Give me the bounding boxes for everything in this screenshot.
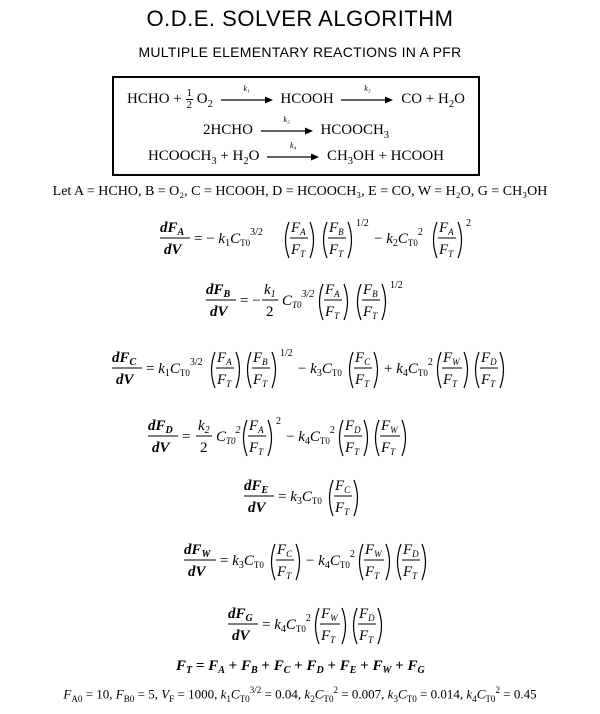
svg-text:+ k4CT02: + $k_4C_{T0}^2$ [384, 357, 433, 379]
reaction-box [112, 76, 480, 176]
svg-text:FT = FA + FB + FC + FD + FE +: $F_T = F_A + F_B + F_C + F_D + F_E + F_W + F_G$ [176, 658, 425, 676]
svg-text:=: = [182, 429, 191, 445]
svg-text:FT: $F_T$ [335, 500, 350, 517]
page-subtitle: MULTIPLE ELEMENTARY REACTIONS IN A PFR [138, 44, 462, 60]
svg-text:FB: $F_B$ [363, 282, 378, 299]
svg-text:= k3CT0: = $k_3C_{T0}$ [278, 489, 322, 507]
svg-text:2: 2 [466, 218, 471, 229]
svg-text:k1: $k_1$ [264, 282, 276, 300]
svg-text:= k1CT03/2: = $k_1C_{T0}^{3/2}$ [146, 357, 203, 379]
param-k1CT0: 0.04 [275, 686, 298, 702]
one-half-fraction: $\frac{1}{2}$ [186, 87, 193, 111]
svg-text:FT: $F_T$ [443, 372, 458, 389]
svg-text:FW: $F_W$ [365, 542, 382, 559]
svg-text:FT: $F_T$ [365, 564, 380, 581]
svg-text:k2: $k_2$ [198, 418, 210, 436]
svg-text:FT: $F_T$ [291, 242, 306, 259]
svg-text:FA: $F_A$ [249, 418, 264, 435]
svg-text:FC: $F_C$ [277, 542, 293, 559]
svg-text:dFA: $dF_A$ [160, 220, 185, 238]
svg-text:= −: = − [240, 293, 261, 309]
svg-text:FW: $F_W$ [321, 606, 338, 623]
svg-text:FT: $F_T$ [363, 304, 378, 321]
reaction-arrow-k3: k₃ [341, 93, 393, 107]
svg-text:dFW: $dF_W$ [184, 542, 211, 560]
svg-text:= k4CT02: = $k_4C_{T0}^2$ [262, 613, 311, 635]
reaction-1-reactant: HCHO + [127, 90, 186, 107]
svg-text:FC: $F_C$ [335, 478, 351, 495]
svg-text:FT: $F_T$ [439, 242, 454, 259]
svg-text:dFE: $dF_E$ [244, 478, 269, 496]
svg-text:− k3CT0: − $k_3C_{T0}$ [298, 361, 342, 379]
svg-text:1/2: 1/2 [390, 280, 403, 291]
svg-text:FT: $F_T$ [481, 372, 496, 389]
svg-text:FD: $F_D$ [359, 606, 375, 623]
equation-dFD-dV [148, 416, 406, 457]
svg-text:CT03/2: $C_{T0}^{3/2}$ [282, 289, 315, 310]
ode-equations [0, 208, 600, 698]
svg-text:FT: $F_T$ [355, 372, 370, 389]
svg-text:FT: $F_T$ [325, 304, 340, 321]
svg-text:dFG: $dF_G$ [228, 606, 253, 624]
equation-FT-sum [175, 658, 426, 676]
svg-text:− k4CT02: − $k_4C_{T0}^2$ [286, 425, 335, 447]
svg-text:1/2: 1/2 [280, 348, 293, 359]
svg-text:FT: $F_T$ [329, 242, 344, 259]
svg-text:FT: $F_T$ [277, 564, 292, 581]
svg-text:dV: dV [210, 304, 228, 320]
reaction-2: 2HCHO k₂ $HCOOCH_3$ [202, 114, 390, 141]
svg-text:= k3CT0: = $k_3C_{T0}$ [220, 553, 264, 571]
equation-dFC-dV [112, 348, 504, 389]
svg-text:FD: $F_D$ [481, 350, 497, 367]
page-title: O.D.E. SOLVER ALGORITHM [146, 6, 454, 31]
param-VF: 1000 [188, 686, 215, 702]
svg-text:FT: $F_T$ [345, 440, 360, 457]
svg-text:FA: $F_A$ [291, 220, 306, 237]
svg-text:FW: $F_W$ [381, 418, 398, 435]
reaction-arrow-k4: k₄ [267, 150, 319, 164]
svg-text:FA: $F_A$ [325, 282, 340, 299]
svg-text:dV: dV [248, 500, 266, 516]
reaction-arrow-k1: k₁ [221, 93, 273, 107]
svg-text:2: 2 [266, 304, 274, 320]
reaction-arrow-k2: k₂ [261, 124, 313, 138]
parameter-values: $F_{A0} = 10$, $F_{B0} = 5$, $V_F = 1000$, $k_1C_{T0}^{3/2} = 0.04$, $k_2C_{T0}^2 = 0.007$, $k_3C_{T0} = 0.014$, $k_4C_{T0}^2 = 0.45$ [63, 685, 537, 704]
reaction-3: $HCOOCH_3 + H_2O$ k₄ $CH_3OH$ + HCOOH [147, 140, 445, 167]
param-k3CT0: 0.014 [430, 686, 460, 702]
svg-text:= − k1CT03/2: = − $k_1C_{T0}^{3/2}$ [194, 227, 263, 249]
reaction-1: HCHO + $\frac{1}{2}$ $O_2$ k₁ HCOOH k₃ CO + $H_2O$ [127, 83, 465, 111]
svg-text:dV: dV [164, 242, 182, 258]
svg-text:dFD: $dF_D$ [148, 418, 173, 436]
svg-text:1/2: 1/2 [356, 218, 369, 229]
svg-text:2: 2 [276, 416, 281, 427]
svg-text:dV: dV [188, 564, 206, 580]
equation-dFW-dV [184, 542, 426, 581]
svg-text:dV: dV [116, 372, 134, 388]
svg-text:FW: $F_W$ [443, 350, 460, 367]
svg-text:FB: $F_B$ [253, 350, 268, 367]
equation-dFG-dV [228, 606, 382, 645]
param-FA0: 10 [96, 686, 110, 702]
svg-text:FT: $F_T$ [217, 372, 232, 389]
svg-text:FA: $F_A$ [439, 220, 454, 237]
svg-text:− k2CT02: − $k_2C_{T0}^2$ [374, 227, 423, 249]
svg-text:− k4CT02: − $k_4C_{T0}^2$ [306, 549, 355, 571]
svg-text:FT: $F_T$ [321, 628, 336, 645]
svg-text:FT: $F_T$ [249, 440, 264, 457]
svg-text:FA: $F_A$ [217, 350, 232, 367]
param-k4CT0: 0.45 [513, 686, 537, 702]
svg-text:dV: dV [232, 628, 250, 644]
svg-text:FD: $F_D$ [345, 418, 361, 435]
svg-text:dFB: $dF_B$ [206, 282, 231, 300]
svg-text:FT: $F_T$ [359, 628, 374, 645]
svg-text:dV: dV [152, 440, 170, 456]
equation-dFE-dV [244, 478, 358, 517]
svg-text:FT: $F_T$ [403, 564, 418, 581]
param-FB0: 5 [148, 686, 155, 702]
svg-text:FB: $F_B$ [329, 220, 344, 237]
svg-text:FC: $F_C$ [355, 350, 371, 367]
svg-text:FD: $F_D$ [403, 542, 419, 559]
svg-text:dFC: $dF_C$ [112, 350, 137, 368]
equation-dFA-dV [160, 218, 471, 259]
svg-text:FT: $F_T$ [253, 372, 268, 389]
param-k2CT0: 0.007 [351, 686, 382, 702]
svg-text:CT02: $C_{T0}^2$ [216, 425, 241, 446]
svg-text:2: 2 [200, 440, 208, 456]
species-definitions: Let A = HCHO, B = O₂, C = HCOOH, D = HCOOCH₃, E = CO, W = H₂O, G = CH₃OH [52, 184, 548, 199]
svg-text:FT: $F_T$ [381, 440, 396, 457]
equation-dFB-dV [206, 280, 403, 321]
